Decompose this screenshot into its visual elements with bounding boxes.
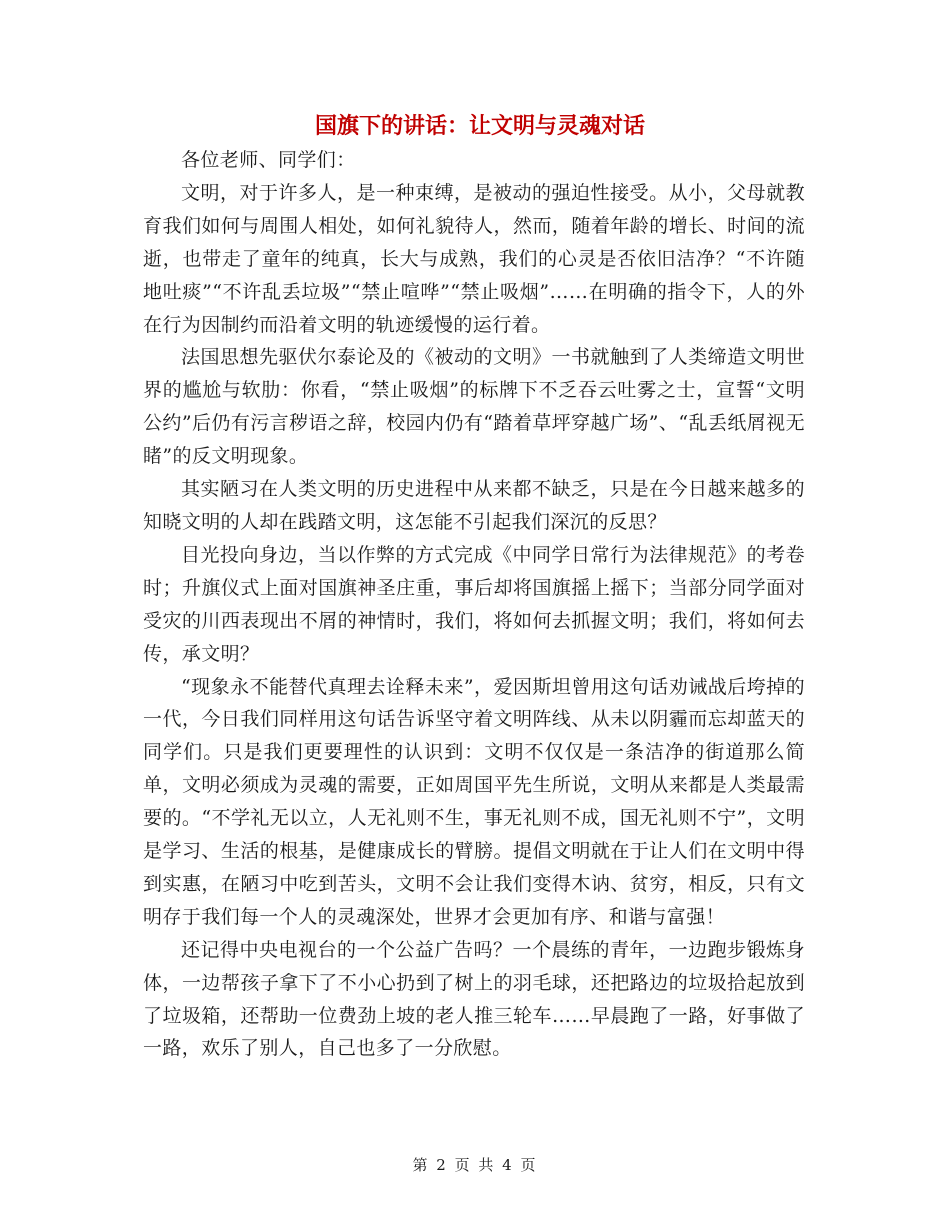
paragraph-4: 目光投向身边，当以作弊的方式完成《中同学日常行为法律规范》的考卷时；升旗仪式上面对国旗神圣庄重，事后却将国旗摇上摇下；当部分同学面对受灾的川西表现出不屑的神情时，我们，将如何去抓握文明；我们，将如何去传，承文明？ — [143, 543, 805, 665]
paragraph-6: 还记得中央电视台的一个公益广告吗？一个晨练的青年，一边跑步锻炼身体，一边帮孩子拿下了不小心扔到了树上的羽毛球，还把路边的垃圾拾起放到了垃圾箱，还帮助一位费劲上坡的老人推三轮车……早晨跑了一路，好事做了一路，欢乐了别人，自己也多了一分欣慰。 — [143, 938, 805, 1060]
page-number-footer: 第 2 页 共 4 页 — [412, 1156, 538, 1174]
paragraph-1: 文明，对于许多人，是一种束缚，是被动的强迫性接受。从小，父母就教育我们如何与周围人相处，如何礼貌待人，然而，随着年龄的增长、时间的流逝，也带走了童年的纯真，长大与成熟，我们的心灵是否依旧洁净？“不许随地吐痰”“不许乱丢垃圾”“禁止喧哗”“禁止吸烟”……在明确的指令下，人的外在行为因制约而沿着文明的轨迹缓慢的运行着。 — [143, 181, 805, 336]
salutation: 各位老师、同学们： — [181, 149, 356, 171]
document-title: 国旗下的讲话：让文明与灵魂对话 — [315, 113, 646, 139]
paragraph-5: “现象永不能替代真理去诠释未来”，爱因斯坦曾用这句话劝诫战后垮掉的一代，今日我们同样用这句话告诉坚守着文明阵线、从未以阴霾而忘却蓝天的同学们。只是我们更要理性的认识到：文明不仅仅是一条洁净的街道那么简单，文明必须成为灵魂的需要，正如周国平先生所说，文明从来都是人类最需要的。“不学礼无以立，人无礼则不生，事无礼则不成，国无礼则不宁”，文明是学习、生活的根基，是健康成长的臂膀。提倡文明就在于让人们在文明中得到实惠，在陋习中吃到苦头，文明不会让我们变得木讷、贫穷，相反，只有文明存于我们每一个人的灵魂深处，世界才会更加有序、和谐与富强！ — [143, 675, 805, 928]
paragraph-3: 其实陋习在人类文明的历史进程中从来都不缺乏，只是在今日越来越多的知晓文明的人却在践踏文明，这怎能不引起我们深沉的反思？ — [143, 478, 805, 533]
paragraph-2: 法国思想先驱伏尔泰论及的《被动的文明》一书就触到了人类缔造文明世界的尴尬与软肋：你看，“禁止吸烟”的标牌下不乏吞云吐雾之士，宣誓“文明公约”后仍有污言秽语之辞，校园内仍有“踏着草坪穿越广场”、“乱丢纸屑视无睹”的反文明现象。 — [143, 346, 805, 468]
document-body — [143, 108, 805, 1065]
